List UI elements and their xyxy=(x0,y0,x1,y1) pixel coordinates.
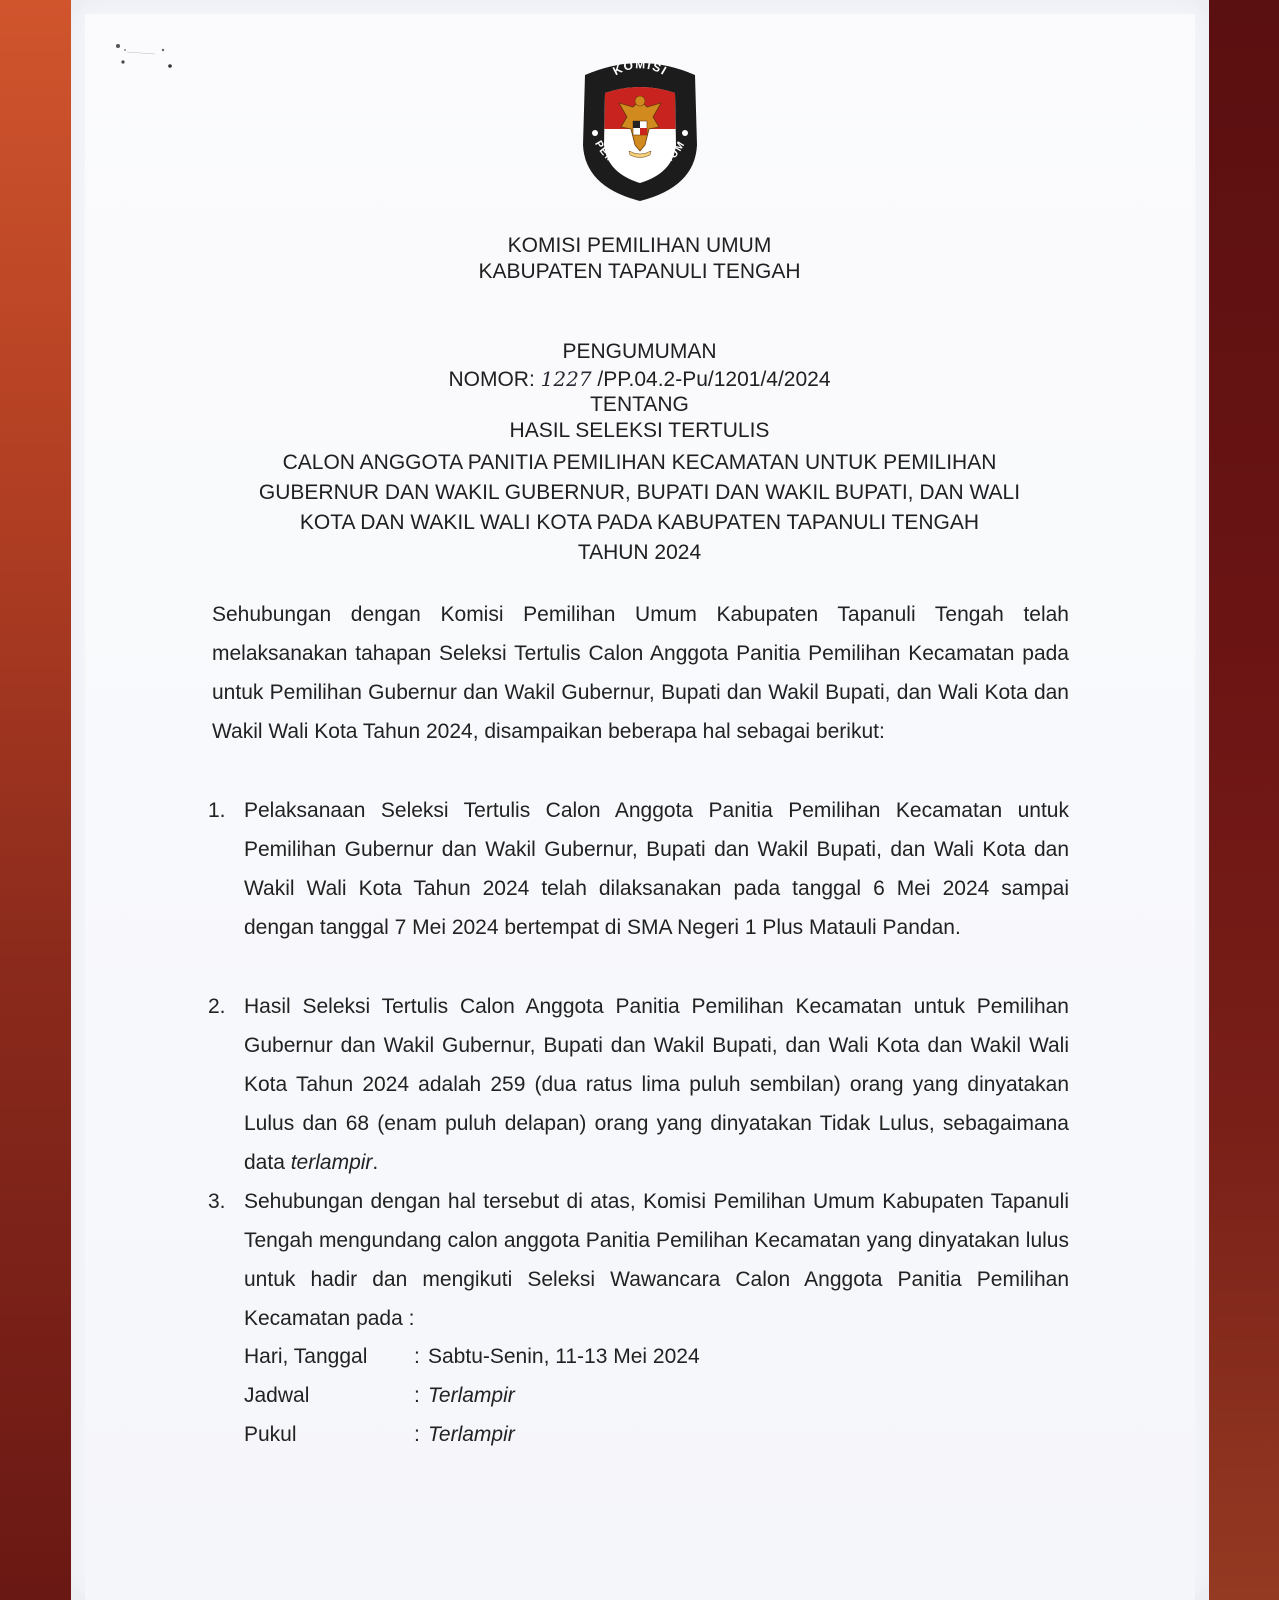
title-subject: HASIL SELEKSI TERTULIS xyxy=(509,419,770,442)
nomor-handwritten: 1227 xyxy=(540,367,592,391)
logo-dot-left xyxy=(592,130,598,136)
nomor-prefix: NOMOR: xyxy=(448,368,541,391)
list-item-text: Sehubungan dengan hal tersebut di atas, Komisi Pemilihan Umum Kabupaten Tapanuli Tengah mengundang calon anggota Panitia Pemilihan Kecamatan yang dinyatakan lulus untuk hadir dan mengikuti Seleksi Wawancara Calon Anggota Panitia Pemilihan Kecamatan pada : xyxy=(244,1190,1069,1330)
list-item-number: 2. xyxy=(208,995,226,1018)
nomor-suffix: /PP.04.2-Pu/1201/4/2024 xyxy=(591,368,831,391)
logo-text-bottom: PEMILIHAN UMUM xyxy=(592,138,688,177)
logo-text-top: KOMISI xyxy=(610,57,671,79)
list-item-number: 1. xyxy=(208,799,226,822)
schedule-row xyxy=(244,1376,844,1415)
title-pengumuman: PENGUMUMAN xyxy=(562,340,717,363)
schedule-value: Terlampir xyxy=(428,1384,515,1407)
list-item-text xyxy=(244,987,1069,1182)
list-item-number: 3. xyxy=(208,1190,226,1213)
list-item-text-end: . xyxy=(372,1151,379,1174)
title-tentang: TENTANG xyxy=(590,393,689,416)
title-sub-line-2: GUBERNUR DAN WAKIL GUBERNUR, BUPATI DAN WAKIL BUPATI, DAN WALI xyxy=(258,481,1021,504)
title-sub-line-1: CALON ANGGOTA PANITIA PEMILIHAN KECAMATAN UNTUK PEMILIHAN xyxy=(282,451,997,474)
document-number xyxy=(0,366,1279,393)
schedule-label: Jadwal xyxy=(244,1384,310,1407)
title-sub-line-3: KOTA DAN WAKIL WALI KOTA PADA KABUPATEN TAPANULI TENGAH xyxy=(299,511,980,534)
schedule-value: Terlampir xyxy=(428,1423,515,1446)
list-item-text: Pelaksanaan Seleksi Tertulis Calon Anggota Panitia Pemilihan Kecamatan untuk Pemilihan Gubernur dan Wakil Gubernur, Bupati dan Wakil Bupati, dan Wali Kota dan Wakil Wali Kota Tahun 2024 telah dilaksanakan pada tanggal 6 Mei 2024 sampai dengan tanggal 7 Mei 2024 bertempat di SMA Negeri 1 Plus Matauli Pandan. xyxy=(244,799,1069,939)
schedule-colon: : xyxy=(414,1384,420,1407)
schedule-row xyxy=(244,1415,844,1454)
logo-dot-right xyxy=(682,130,688,136)
title-sub-line-4: TAHUN 2024 xyxy=(577,541,702,564)
schedule-colon: : xyxy=(414,1345,420,1368)
list-item-text-italic: terlampir xyxy=(290,1151,373,1174)
schedule-label: Pukul xyxy=(244,1423,297,1446)
schedule-value: Sabtu-Senin, 11-13 Mei 2024 xyxy=(428,1345,700,1368)
scan-specks xyxy=(115,42,185,82)
header-line-1: KOMISI PEMILIHAN UMUM xyxy=(507,234,772,257)
list-item-text-main: Hasil Seleksi Tertulis Calon Anggota Panitia Pemilihan Kecamatan untuk Pemilihan Gubernur dan Wakil Gubernur, Bupati dan Wakil Bupati, dan Wali Kota dan Wakil Wali Kota Tahun 2024 adalah 259 (dua ratus lima puluh sembilan) orang yang dinyatakan Lulus dan 68 (enam puluh delapan) orang yang dinyatakan Tidak Lulus, sebagaimana data xyxy=(244,995,1069,1174)
intro-paragraph: Sehubungan dengan Komisi Pemilihan Umum Kabupaten Tapanuli Tengah telah melaksanakan tahapan Seleksi Tertulis Calon Anggota Panitia Pemilihan Kecamatan pada untuk Pemilihan Gubernur dan Wakil Gubernur, Bupati dan Wakil Bupati, dan Wali Kota dan Wakil Wali Kota Tahun 2024, disampaikan beberapa hal sebagai berikut: xyxy=(212,603,1069,743)
schedule-row xyxy=(244,1337,844,1376)
schedule-label: Hari, Tanggal xyxy=(244,1345,368,1368)
header-line-2: KABUPATEN TAPANULI TENGAH xyxy=(478,260,801,283)
schedule-colon: : xyxy=(414,1423,420,1446)
kpu-logo xyxy=(575,55,705,205)
